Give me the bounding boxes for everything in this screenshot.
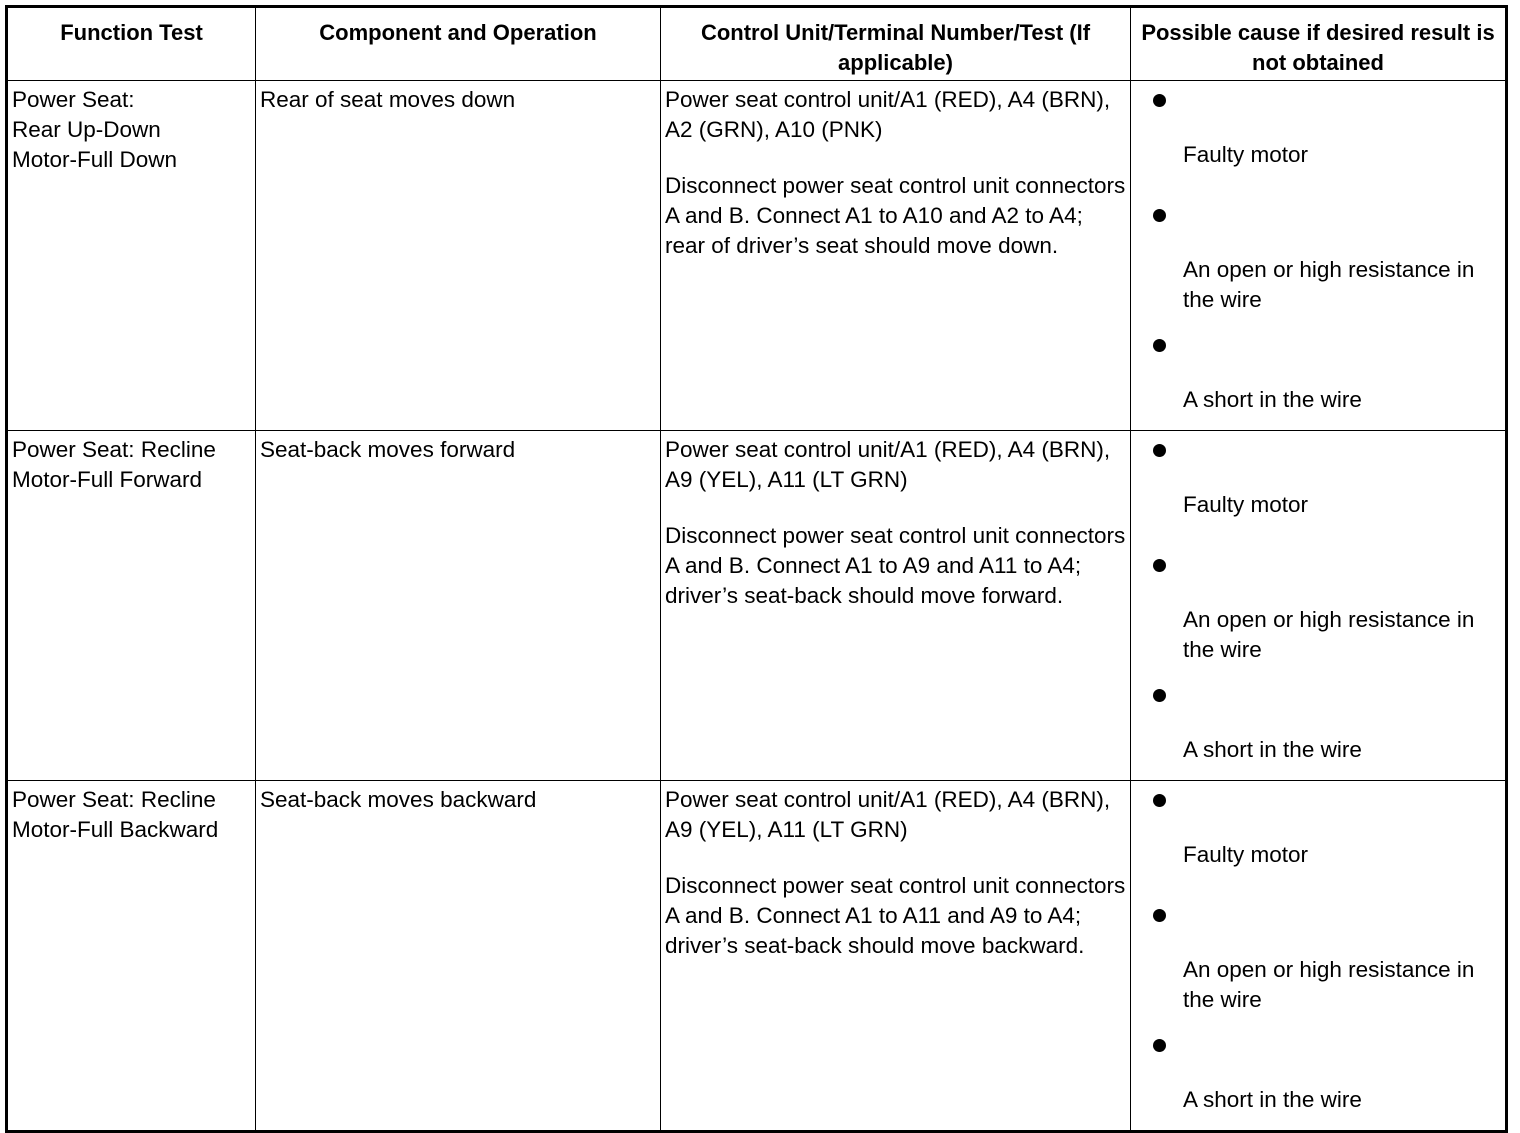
control-unit-cell [661,81,1131,431]
terminal-list: Power seat control unit/A1 (RED), A4 (BRN), A9 (YEL), A11 (LT GRN) [665,787,1111,842]
function-test-cell [7,431,256,781]
bullet-icon [1153,1039,1166,1052]
cause-text: Faulty motor [1183,842,1309,867]
table-row [7,431,1507,781]
header-control-unit-terminal: Control Unit/Terminal Number/Test (If applicable) [661,7,1131,81]
cause-text: A short in the wire [1183,387,1362,412]
function-test-line: Motor-Full Forward [12,467,203,492]
list-item [1135,435,1501,535]
function-test-line: Motor-Full Down [12,147,178,172]
component-operation-text: Seat-back moves backward [260,787,537,812]
list-item [1135,680,1501,780]
bullet-icon [1153,559,1166,572]
bullet-icon [1153,94,1166,107]
function-test-table [5,5,1508,1133]
function-test-line: Power Seat: Recline [12,787,216,812]
bullet-icon [1153,339,1166,352]
list-item [1135,900,1501,1015]
table-row [7,81,1507,431]
list-item [1135,330,1501,430]
list-item [1135,785,1501,885]
component-operation-text: Seat-back moves forward [260,437,516,462]
terminal-list: Power seat control unit/A1 (RED), A4 (BRN), A9 (YEL), A11 (LT GRN) [665,437,1111,492]
possible-cause-cell [1131,81,1507,431]
cause-list [1135,85,1501,430]
cause-text: Faulty motor [1183,142,1309,167]
bullet-icon [1153,444,1166,457]
cause-text: A short in the wire [1183,737,1362,762]
list-item [1135,550,1501,665]
bullet-icon [1153,689,1166,702]
header-function-test: Function Test [7,7,256,81]
component-operation-cell [256,781,661,1132]
cause-text: Faulty motor [1183,492,1309,517]
control-unit-cell [661,781,1131,1132]
cause-text: An open or high resistance in the wire [1183,607,1475,662]
table-row [7,781,1507,1132]
cause-list [1135,435,1501,780]
list-item [1135,85,1501,185]
bullet-icon [1153,794,1166,807]
component-operation-text: Rear of seat moves down [260,87,516,112]
cause-text: An open or high resistance in the wire [1183,957,1475,1012]
bullet-icon [1153,909,1166,922]
component-operation-cell [256,81,661,431]
list-item [1135,1030,1501,1130]
table-header-row [7,7,1507,81]
function-test-line: Power Seat: Recline [12,437,216,462]
possible-cause-cell [1131,431,1507,781]
function-test-line: Motor-Full Backward [12,817,219,842]
header-possible-cause: Possible cause if desired result is not obtained [1131,7,1507,81]
control-unit-cell [661,431,1131,781]
test-procedure: Disconnect power seat control unit connectors A and B. Connect A1 to A9 and A11 to A4; driver’s seat-back should move forward. [665,523,1126,608]
header-component-operation: Component and Operation [256,7,661,81]
cause-list [1135,785,1501,1130]
list-item [1135,200,1501,315]
function-test-line: Power Seat: [12,87,135,112]
test-procedure: Disconnect power seat control unit connectors A and B. Connect A1 to A11 and A9 to A4; driver’s seat-back should move backward. [665,873,1126,958]
cause-text: A short in the wire [1183,1087,1362,1112]
function-test-cell [7,781,256,1132]
possible-cause-cell [1131,781,1507,1132]
bullet-icon [1153,209,1166,222]
function-test-cell [7,81,256,431]
function-test-line: Rear Up-Down [12,117,161,142]
terminal-list: Power seat control unit/A1 (RED), A4 (BRN), A2 (GRN), A10 (PNK) [665,87,1111,142]
cause-text: An open or high resistance in the wire [1183,257,1475,312]
test-procedure: Disconnect power seat control unit connectors A and B. Connect A1 to A10 and A2 to A4; rear of driver’s seat should move down. [665,173,1126,258]
component-operation-cell [256,431,661,781]
